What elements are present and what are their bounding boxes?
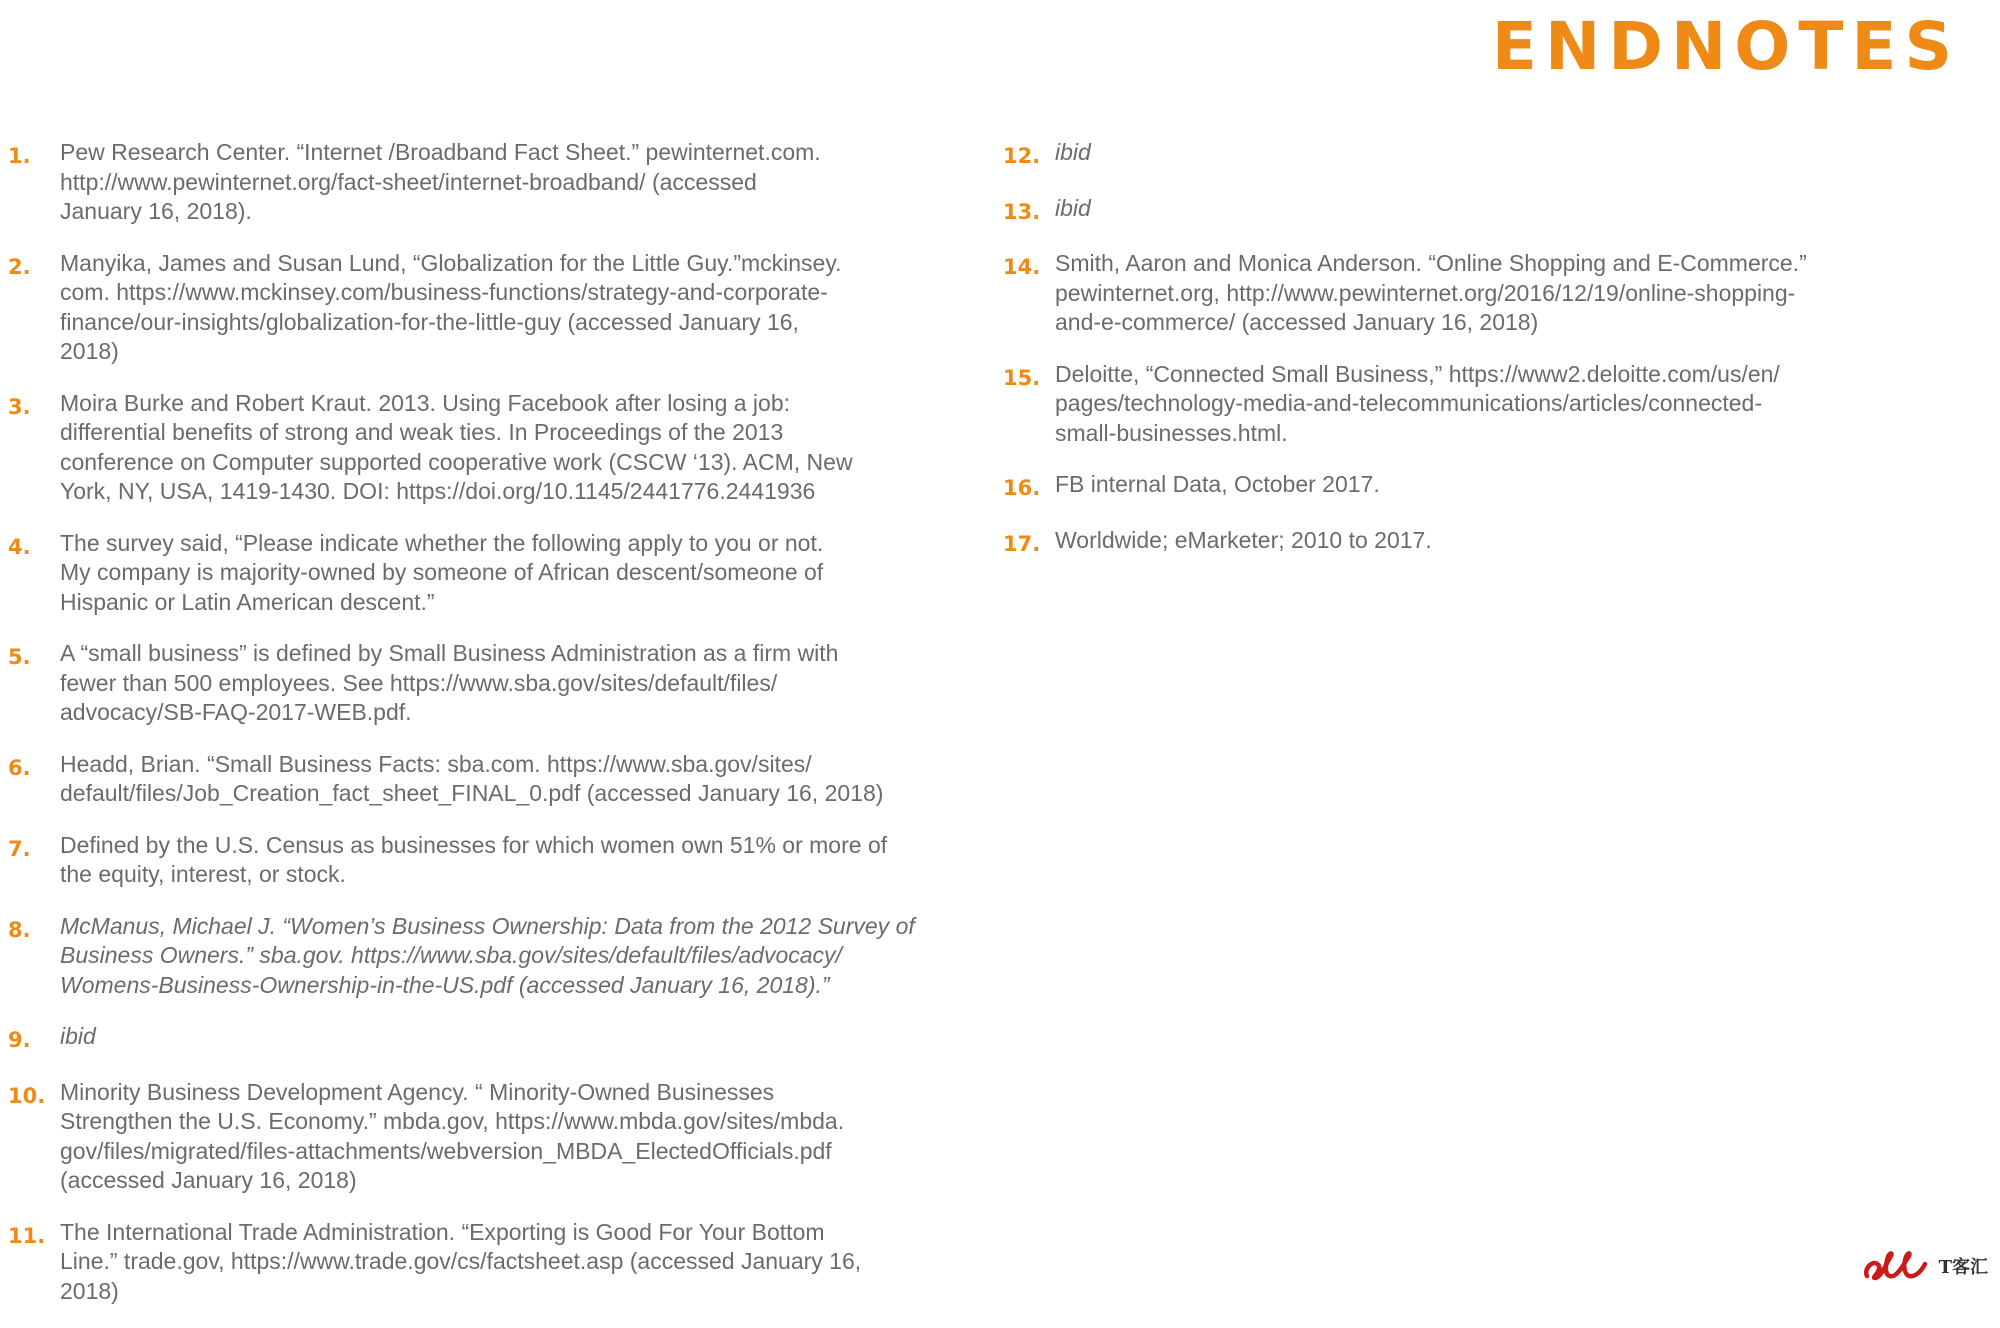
endnote-number: 14. (1003, 255, 1041, 279)
endnote-text: McManus, Michael J. “Women’s Business Ownership: Data from the 2012 Survey of Business Owners.” sba.gov. https://www.sba.gov/sites/default/files/advocacy/ Womens-Business-Ownership-in-the-US.pdf (accessed January 16, 2018).” (60, 912, 915, 998)
endnote-text: Headd, Brian. “Small Business Facts: sba.com. https://www.sba.gov/sites/ default/files/Job_Creation_fact_sheet_FINAL_0.pdf (accessed January 16, 2018) (60, 750, 884, 806)
brand-logo (1861, 1248, 1988, 1284)
endnote-item (8, 389, 968, 507)
endnote-number: 3. (8, 394, 31, 419)
endnote-text: The survey said, “Please indicate whether the following apply to you or not. My company is majority-owned by someone of African descent/someone of Hispanic or Latin American descent.” (60, 529, 824, 615)
endnote-number: 2. (8, 254, 31, 279)
endnote-text: Pew Research Center. “Internet /Broadband Fact Sheet.” pewinternet.com. http://www.pewinternet.org/fact-sheet/internet-broadband/ (accessed January 16, 2018). (60, 139, 821, 224)
endnote-item (8, 1218, 968, 1307)
endnote-item (1003, 194, 1963, 228)
endnotes-column-right (1003, 138, 1963, 581)
endnote-number: 10. (8, 1083, 46, 1108)
endnote-item (1003, 526, 1963, 560)
endnote-number: 4. (8, 534, 31, 559)
endnote-number: 16. (1003, 476, 1041, 500)
endnote-item (1003, 138, 1963, 172)
endnote-item (8, 1078, 968, 1196)
endnote-item (8, 529, 968, 618)
endnote-text: Deloitte, “Connected Small Business,” https://www2.deloitte.com/us/en/ pages/technology-media-and-telecommunications/articles/connected- small-businesses.html. (1055, 360, 1780, 446)
endnote-number: 7. (8, 836, 31, 861)
endnote-number: 12. (1003, 144, 1041, 168)
endnote-number: 6. (8, 755, 31, 780)
endnote-item (8, 639, 968, 728)
endnote-text: Manyika, James and Susan Lund, “Globalization for the Little Guy.”mckinsey. com. https://www.mckinsey.com/business-functions/strategy-and-corporate- finance/our-insights/globalization-for-the-little-guy (accessed January 16, 2018) (60, 249, 842, 364)
brand-logo-icon (1861, 1248, 1933, 1284)
endnote-item (8, 750, 968, 809)
endnote-text: Moira Burke and Robert Kraut. 2013. Using Facebook after losing a job: differential benefits of strong and weak ties. In Proceedings of the 2013 conference on Computer supported cooperative work (CSCW ‘13). ACM, New York, NY, USA, 1419-1430. DOI: https://doi.org/10.1145/2441776.2441936 (60, 389, 853, 504)
brand-logo-text: T客汇 (1938, 1257, 1988, 1278)
endnote-text: Defined by the U.S. Census as businesses for which women own 51% or more of the equity, interest, or stock. (60, 831, 888, 887)
endnote-number: 5. (8, 645, 31, 669)
endnote-item (8, 138, 968, 227)
endnote-text: A “small business” is defined by Small Business Administration as a firm with fewer than 500 employees. See https://www.sba.gov/sites/default/files/ advocacy/SB-FAQ-2017-WEB.pdf. (60, 640, 839, 725)
endnote-item (8, 1022, 968, 1056)
endnote-text: Worldwide; eMarketer; 2010 to 2017. (1055, 526, 1432, 553)
endnote-item (1003, 470, 1963, 504)
endnote-item (8, 912, 968, 1001)
endnotes-column-left (8, 138, 968, 1328)
endnote-text: ibid (1055, 194, 1091, 221)
endnote-text: Smith, Aaron and Monica Anderson. “Online Shopping and E-Commerce.” pewinternet.org, http://www.pewinternet.org/2016/12/19/online-shopping- and-e-commerce/ (accessed January 16, 2018) (1055, 250, 1807, 335)
endnote-number: 13. (1003, 199, 1041, 224)
endnote-number: 9. (8, 1028, 31, 1052)
endnote-text: Minority Business Development Agency. “ Minority-Owned Businesses Strengthen the U.S. Economy.” mbda.gov, https://www.mbda.gov/sites/mbda. gov/files/migrated/files-attachments/webversion_MBDA_ElectedOfficials.pdf (accessed January 16, 2018) (60, 1078, 845, 1193)
endnote-text: FB internal Data, October 2017. (1055, 471, 1380, 497)
endnote-number: 11. (8, 1223, 46, 1248)
endnote-number: 15. (1003, 365, 1041, 390)
endnote-item (1003, 249, 1963, 338)
page-title: ENDNOTES (1491, 8, 1960, 85)
endnote-number: 1. (8, 144, 31, 168)
endnote-item (8, 249, 968, 367)
endnote-number: 17. (1003, 531, 1041, 556)
endnote-text: ibid (1055, 139, 1091, 165)
endnote-text: ibid (60, 1023, 96, 1049)
endnote-number: 8. (8, 917, 31, 942)
endnote-item (1003, 360, 1963, 449)
endnote-item (8, 831, 968, 890)
endnote-text: The International Trade Administration. “Exporting is Good For Your Bottom Line.” trade.gov, https://www.trade.gov/cs/factsheet.asp (accessed January 16, 2018) (60, 1218, 862, 1304)
